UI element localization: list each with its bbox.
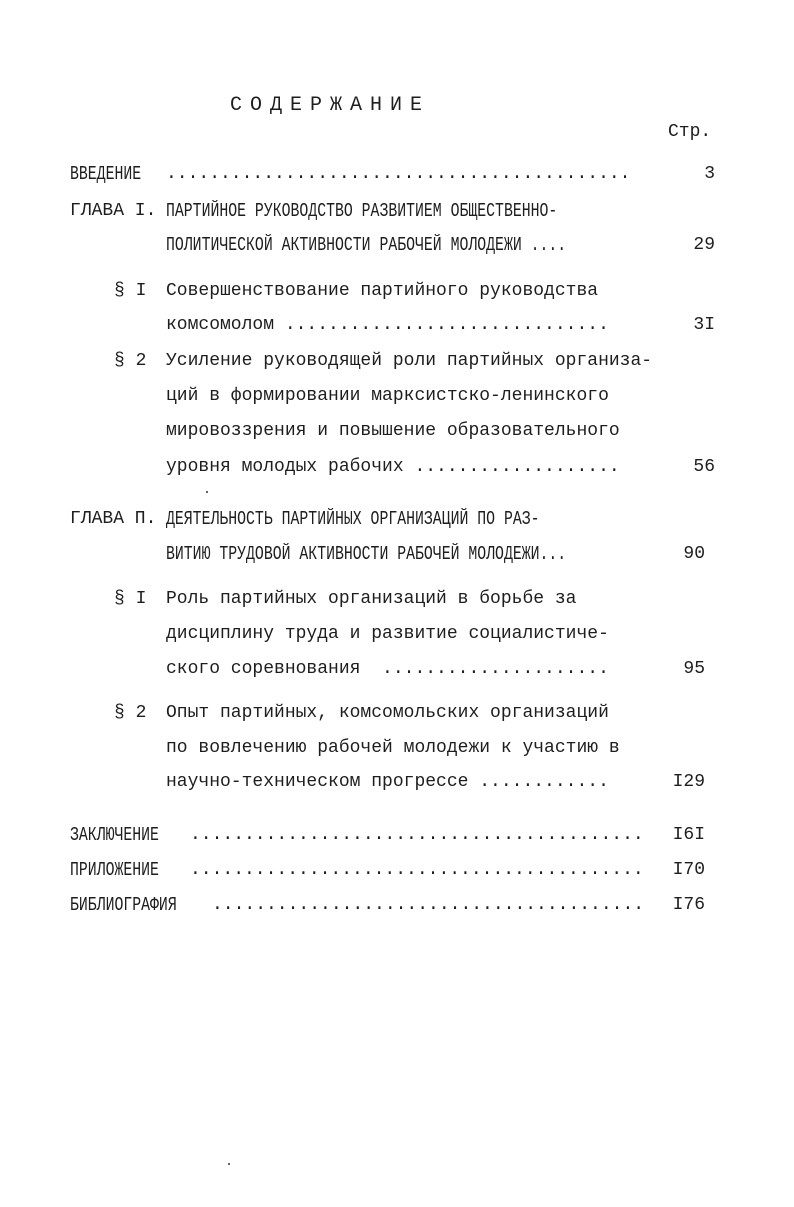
page-number: 90	[683, 544, 705, 564]
scan-speck	[206, 491, 208, 493]
section-marker: § I	[114, 589, 147, 609]
dot-leader: ...........................................	[166, 164, 631, 184]
section-marker: § 2	[114, 351, 147, 371]
page-number: I70	[672, 860, 705, 880]
dot-leader: ........................................	[212, 895, 645, 915]
section-title-line: научно-техническом прогрессе ............	[166, 772, 609, 792]
section-title-line: по вовлечению рабочей молодежи к участию в	[166, 738, 620, 758]
chapter-title-line: ПАРТИЙНОЕ РУКОВОДСТВО РАЗВИТИЕМ ОБЩЕСТВЕННО-	[166, 200, 558, 222]
section-title-line: Совершенствование партийного руководства	[166, 281, 599, 301]
chapter-title-line: ПОЛИТИЧЕСКОЙ АКТИВНОСТИ РАБОЧЕЙ МОЛОДЕЖИ ....	[166, 234, 567, 256]
scan-speck	[228, 1163, 230, 1165]
entry-label: ВВЕДЕНИЕ	[70, 163, 142, 185]
dot-leader: ..........................................	[190, 825, 644, 845]
page-number: 3	[704, 164, 715, 184]
section-title-line: Роль партийных организаций в борьбе за	[166, 589, 577, 609]
section-title-line: Опыт партийных, комсомольских организаций	[166, 703, 609, 723]
section-marker: § 2	[114, 703, 147, 723]
chapter-label: ГЛАВА П.	[70, 509, 157, 529]
section-title-line: ского соревнования .....................	[166, 659, 609, 679]
entry-label: БИБЛИОГРАФИЯ	[70, 894, 177, 916]
dot-leader: ..........................................	[190, 860, 644, 880]
chapter-title-line: ВИТИЮ ТРУДОВОЙ АКТИВНОСТИ РАБОЧЕЙ МОЛОДЕЖИ...	[166, 543, 567, 565]
chapter-label: ГЛАВА I.	[70, 201, 157, 221]
chapter-title-line: ДЕЯТЕЛЬНОСТЬ ПАРТИЙНЫХ ОРГАНИЗАЦИЙ ПО РАЗ-	[166, 508, 540, 530]
page-number: 56	[693, 457, 715, 477]
page-number: 3I	[693, 315, 715, 335]
section-title-line: уровня молодых рабочих ...................	[166, 457, 620, 477]
page-number: 29	[693, 235, 715, 255]
page-number: 95	[683, 659, 705, 679]
entry-label: ЗАКЛЮЧЕНИЕ	[70, 824, 159, 846]
section-title-line: дисциплину труда и развитие социалистиче-	[166, 624, 609, 644]
section-title-line: мировоззрения и повышение образовательного	[166, 421, 620, 441]
entry-label: ПРИЛОЖЕНИЕ	[70, 859, 159, 881]
toc-title: СОДЕРЖАНИЕ	[230, 94, 431, 117]
page-number: I29	[672, 772, 705, 792]
section-title-line: ций в формировании марксистско-ленинского	[166, 386, 609, 406]
page-number: I6I	[672, 825, 705, 845]
section-title-line: комсомолом ..............................	[166, 315, 609, 335]
section-marker: § I	[114, 281, 147, 301]
page-number: I76	[672, 895, 705, 915]
page-column-header: Стр.	[668, 122, 712, 142]
section-title-line: Усиление руководящей роли партийных организа-	[166, 351, 653, 371]
